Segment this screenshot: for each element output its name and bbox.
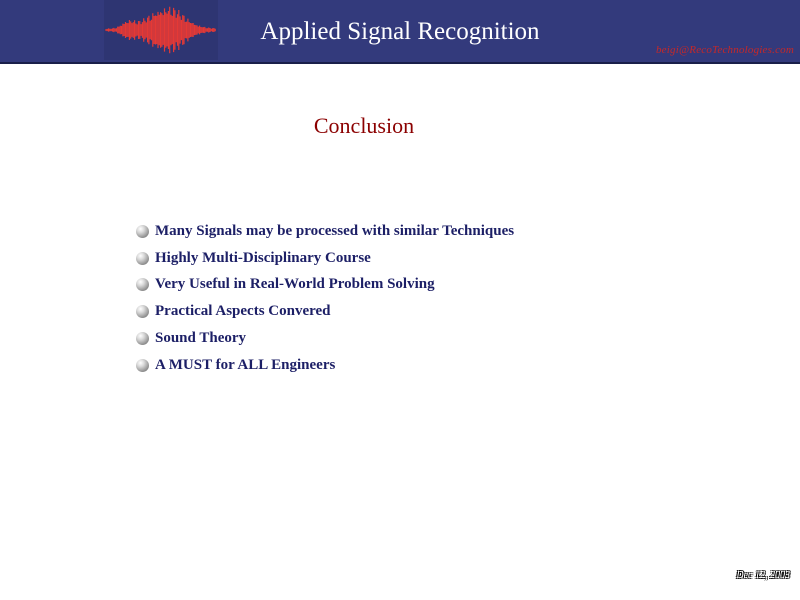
bullet-text: Practical Aspects Convered bbox=[155, 303, 331, 320]
bullet-ball-icon bbox=[136, 225, 149, 238]
bullet-text: Very Useful in Real-World Problem Solving bbox=[155, 276, 435, 293]
header-title: Applied Signal Recognition bbox=[260, 18, 540, 45]
bullet-ball-icon bbox=[136, 305, 149, 318]
bullet-item bbox=[136, 298, 514, 325]
bullet-text: Highly Multi-Disciplinary Course bbox=[155, 249, 371, 266]
bullet-ball-icon bbox=[136, 332, 149, 345]
header-bar bbox=[0, 0, 800, 64]
bullet-list bbox=[136, 218, 514, 379]
bullet-ball-icon bbox=[136, 359, 149, 372]
bullet-item bbox=[136, 272, 514, 299]
bullet-item bbox=[136, 325, 514, 352]
bullet-text: A MUST for ALL Engineers bbox=[155, 356, 336, 373]
slide-title: Conclusion bbox=[313, 113, 415, 138]
footer-date: Dec 12, 2003 bbox=[736, 570, 790, 581]
bullet-item bbox=[136, 218, 514, 245]
bullet-text: Many Signals may be processed with similar Techniques bbox=[155, 222, 515, 239]
bullet-ball-icon bbox=[136, 252, 149, 265]
header-email: beigi@RecoTechnologies.com bbox=[655, 44, 794, 56]
bullet-item bbox=[136, 352, 514, 379]
bullet-text: Sound Theory bbox=[155, 330, 247, 347]
bullet-item bbox=[136, 245, 514, 272]
bullet-ball-icon bbox=[136, 278, 149, 291]
